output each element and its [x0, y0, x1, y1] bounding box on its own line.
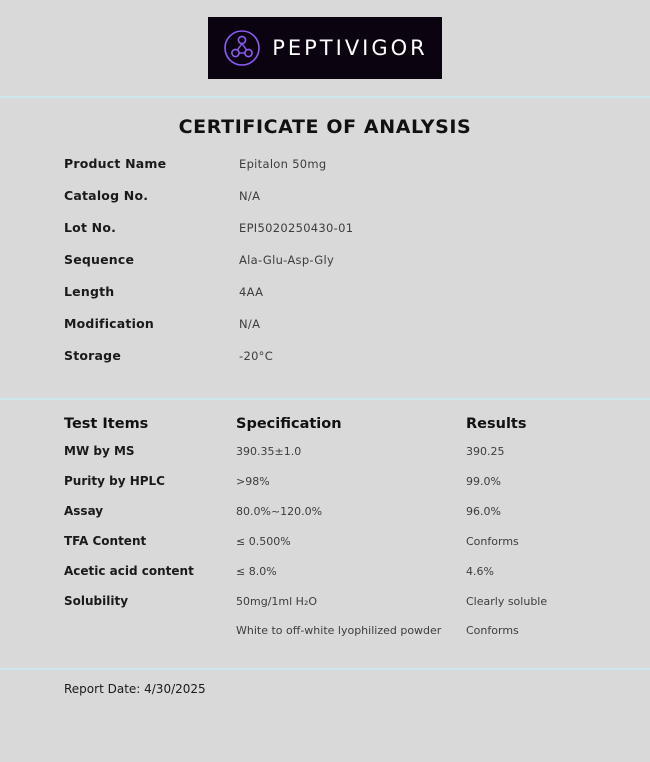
page-title: CERTIFICATE OF ANALYSIS: [178, 116, 472, 138]
cell-result: 96.0%: [466, 505, 501, 518]
cell-specification: >98%: [236, 475, 270, 488]
cell-specification: ≤ 0.500%: [236, 535, 291, 548]
report-date: Report Date: 4/30/2025: [64, 682, 206, 696]
info-value-product-name: Epitalon 50mg: [239, 157, 327, 171]
cell-result: 99.0%: [466, 475, 501, 488]
cell-test-item: Purity by HPLC: [64, 474, 165, 488]
cell-test-item: TFA Content: [64, 534, 147, 548]
cell-result: Clearly soluble: [466, 595, 548, 608]
info-label-catalog-no: Catalog No.: [64, 188, 149, 203]
info-value-length: 4AA: [239, 285, 264, 299]
table-header-row: [0, 416, 650, 432]
page-title-wrap: [0, 98, 650, 152]
info-label-product-name: Product Name: [64, 156, 167, 171]
footer: [0, 670, 650, 696]
results-table: [0, 400, 650, 668]
column-header-results: Results: [466, 416, 527, 432]
table-row: [0, 594, 650, 624]
info-label-length: Length: [64, 284, 115, 299]
info-row: [0, 284, 650, 316]
info-value-sequence: Ala-Glu-Asp-Gly: [239, 253, 335, 267]
cell-specification: White to off-white lyophilized powder: [236, 624, 442, 637]
info-row: [0, 220, 650, 252]
cell-test-item: Assay: [64, 504, 104, 518]
cell-result: Conforms: [466, 624, 519, 637]
info-row: [0, 316, 650, 348]
table-row: [0, 624, 650, 654]
brand-name: PEPTIVIGOR: [272, 36, 428, 60]
info-label-modification: Modification: [64, 316, 154, 331]
cell-specification: 50mg/1ml H₂O: [236, 595, 318, 608]
cell-result: 390.25: [466, 445, 505, 458]
info-row: [0, 156, 650, 188]
table-row: [0, 444, 650, 474]
table-row: [0, 534, 650, 564]
table-row: [0, 504, 650, 534]
column-header-test-items: Test Items: [64, 416, 149, 432]
info-value-modification: N/A: [239, 317, 261, 331]
table-row: [0, 474, 650, 504]
cell-test-item: Acetic acid content: [64, 564, 194, 578]
cell-specification: ≤ 8.0%: [236, 565, 277, 578]
cell-specification: 390.35±1.0: [236, 445, 302, 458]
cell-result: Conforms: [466, 535, 519, 548]
info-value-catalog-no: N/A: [239, 189, 261, 203]
info-value-lot-no: EPI5020250430-01: [239, 221, 354, 235]
info-row: [0, 348, 650, 380]
brand-logo: [208, 17, 442, 79]
cell-test-item: MW by MS: [64, 444, 135, 458]
product-info-table: [0, 152, 650, 398]
cell-result: 4.6%: [466, 565, 494, 578]
cell-specification: 80.0%~120.0%: [236, 505, 323, 518]
info-row: [0, 188, 650, 220]
column-header-specification: Specification: [236, 416, 342, 432]
info-value-storage: -20°C: [239, 349, 274, 363]
molecule-logo-icon: [222, 28, 262, 68]
info-label-lot-no: Lot No.: [64, 220, 117, 235]
info-label-sequence: Sequence: [64, 252, 135, 267]
info-row: [0, 252, 650, 284]
table-row: [0, 564, 650, 594]
info-label-storage: Storage: [64, 348, 121, 363]
cell-test-item: Solubility: [64, 594, 129, 608]
logo-band: [0, 0, 650, 96]
